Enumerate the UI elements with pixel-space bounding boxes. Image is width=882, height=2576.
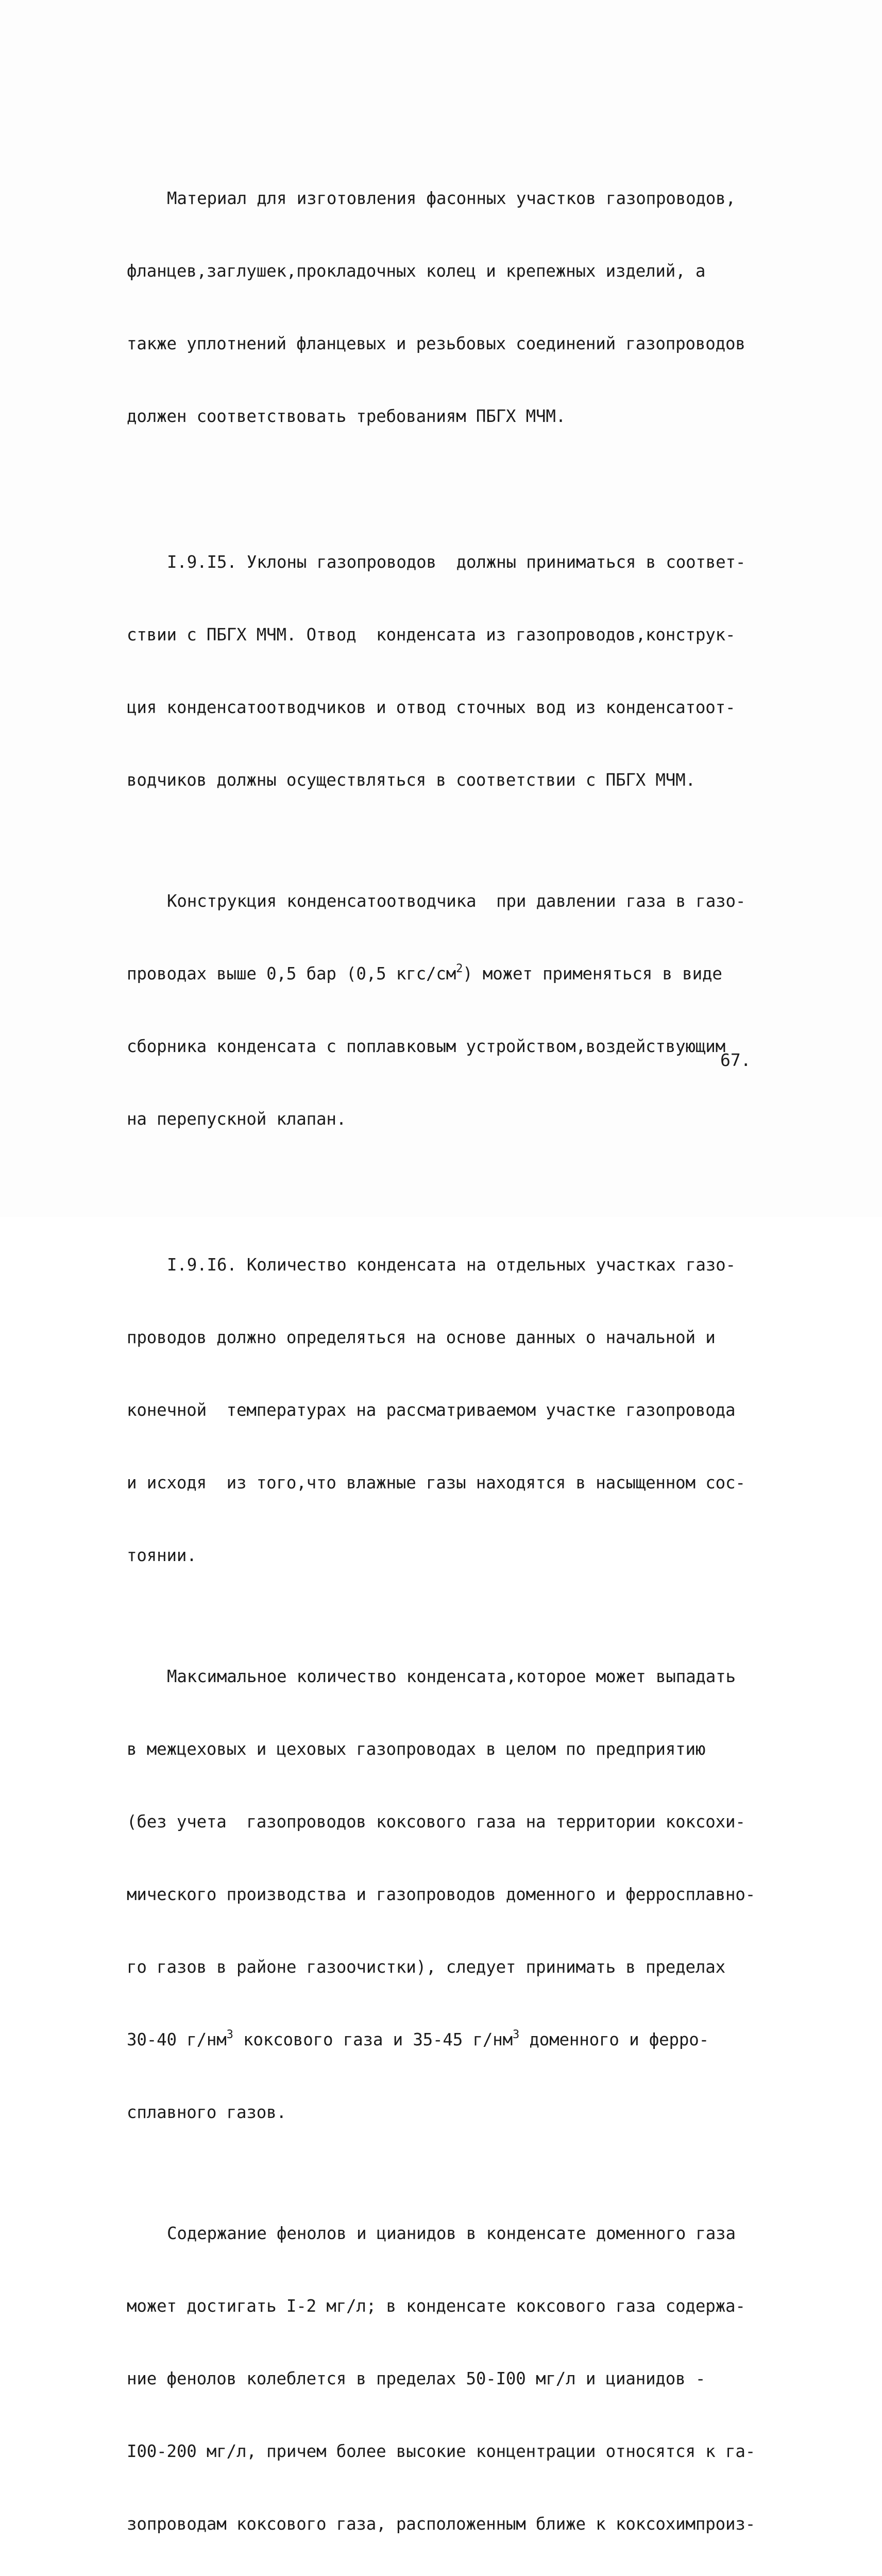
text-line: на перепускной клапан.: [127, 1109, 347, 1129]
text-line: I.9.I6. Количество конденсата на отдельных участках газо-: [167, 1255, 736, 1275]
text-line: сплавного газов.: [127, 2103, 286, 2122]
text-line: I00-200 мг/л, причем более высокие концентрации относятся к га-: [127, 2442, 756, 2461]
superscript: 3: [226, 2028, 233, 2041]
superscript: 3: [513, 2028, 520, 2041]
paragraph-phenols-cyanides: [127, 2173, 796, 2576]
paragraph-condensate-trap: [127, 841, 796, 1180]
text-line: ние фенолов колеблется в пределах 50-I00 мг/л и цианидов -: [127, 2369, 706, 2388]
text-line: конечной температурах на рассматриваемом участке газопровода: [127, 1400, 736, 1420]
text-line: I.9.I5. Уклоны газопроводов должны приниматься в соответ-: [167, 552, 746, 572]
text-line: также уплотнений фланцевых и резьбовых соединений газопроводов: [127, 334, 745, 353]
paragraph-materials: [127, 138, 796, 477]
text-line: фланцев,заглушек,прокладочных колец и крепежных изделий, а: [127, 261, 706, 281]
text-segment: ) может применяться в виде: [463, 964, 722, 984]
document-body: [127, 138, 796, 2576]
text-line: и исходя из того,что влажные газы находятся в насыщенном сос-: [127, 1473, 745, 1493]
text-line: водчиков должны осуществляться в соответствии с ПБГХ МЧМ.: [127, 770, 696, 790]
text-line: [127, 962, 796, 986]
text-line: может достигать I-2 мг/л; в конденсате коксового газа содержа-: [127, 2296, 745, 2316]
paragraph-max-condensate: [127, 1616, 796, 2173]
text-line: Содержание фенолов и цианидов в конденсате доменного газа: [167, 2224, 736, 2243]
text-line: мического производства и газопроводов доменного и ферросплавно-: [127, 1885, 756, 1904]
text-line: Конструкция конденсатоотводчика при давлении газа в газо-: [167, 891, 746, 911]
text-line: сборника конденсата с поплавковым устройством,воздействующим: [127, 1037, 725, 1056]
text-line: ция конденсатоотводчиков и отвод сточных вод из конденсатоот-: [127, 698, 736, 717]
text-line: должен соответствовать требованиям ПБГХ МЧМ.: [127, 406, 566, 426]
text-line: проводов должно определяться на основе данных о начальной и: [127, 1328, 716, 1347]
page-number: 67.: [720, 1050, 751, 1070]
text-line: (без учета газопроводов коксового газа на территории коксохи-: [127, 1812, 745, 1832]
text-segment: доменного и ферро-: [519, 2030, 709, 2049]
text-segment: коксового газа и 35-45 г/нм: [233, 2030, 513, 2049]
paragraph-1-9-16: [127, 1205, 796, 1616]
text-line: тоянии.: [127, 1546, 197, 1565]
text-line: [127, 2028, 796, 2052]
text-segment: проводах выше 0,5 бар (0,5 кгс/см: [127, 964, 456, 984]
text-line: зопроводам коксового газа, расположенным ближе к коксохимпроиз-: [127, 2514, 756, 2534]
paragraph-1-9-15: [127, 502, 796, 841]
text-line: Материал для изготовления фасонных участков газопроводов,: [167, 189, 736, 208]
superscript: 2: [456, 962, 463, 975]
text-line: Максимальное количество конденсата,которое может выпадать: [167, 1667, 736, 1686]
text-line: ствии с ПБГХ МЧМ. Отвод конденсата из газопроводов,конструк-: [127, 625, 736, 645]
text-line: в межцеховых и цеховых газопроводах в целом по предприятию: [127, 1739, 706, 1759]
text-segment: 30-40 г/нм: [127, 2030, 227, 2049]
text-line: го газов в районе газоочистки), следует принимать в пределах: [127, 1957, 725, 1977]
